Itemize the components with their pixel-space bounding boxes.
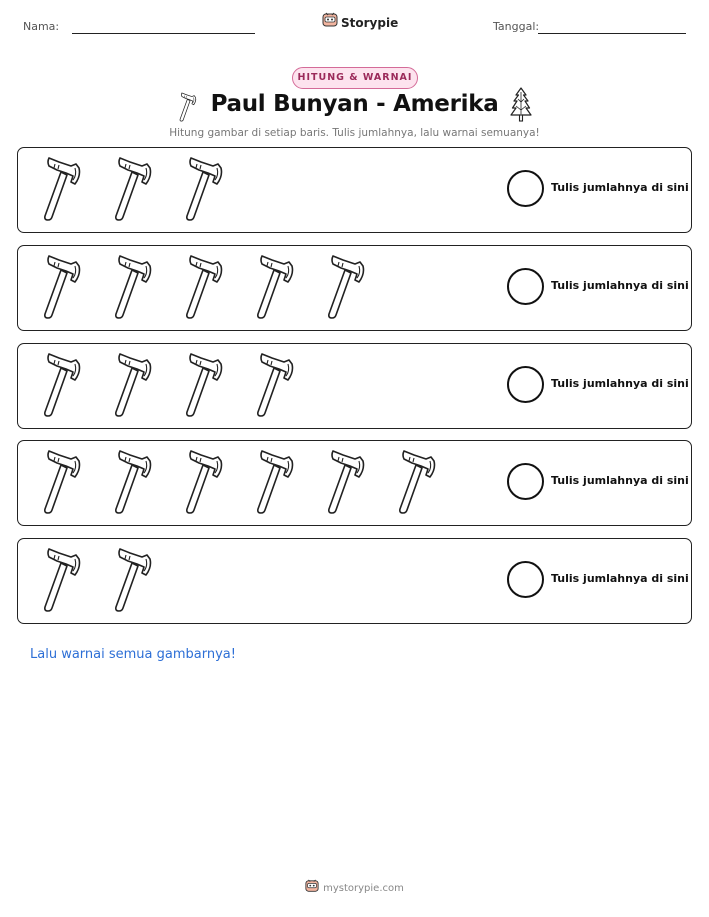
axe-icon[interactable] xyxy=(248,449,294,515)
axe-icon[interactable] xyxy=(390,449,436,515)
answer-label: Tulis jumlahnya di sini xyxy=(551,279,689,292)
date-field[interactable] xyxy=(538,33,686,34)
counting-row xyxy=(17,538,692,624)
storypie-mascot-icon xyxy=(322,12,338,33)
category-badge: HITUNG & WARNAI xyxy=(292,67,418,89)
answer-circle[interactable] xyxy=(507,170,544,207)
axe-icon[interactable] xyxy=(177,156,223,222)
axe-icon[interactable] xyxy=(35,449,81,515)
axe-icon[interactable] xyxy=(106,547,152,613)
answer-label: Tulis jumlahnya di sini xyxy=(551,572,689,585)
worksheet-header xyxy=(0,0,709,50)
answer-circle[interactable] xyxy=(507,268,544,305)
axe-icon[interactable] xyxy=(248,254,294,320)
counting-row xyxy=(17,147,692,233)
axe-icon[interactable] xyxy=(106,352,152,418)
name-field[interactable] xyxy=(72,33,255,34)
answer-label: Tulis jumlahnya di sini xyxy=(551,181,689,194)
axe-icon[interactable] xyxy=(106,254,152,320)
brand-logo xyxy=(322,12,398,33)
storypie-mascot-icon xyxy=(305,879,319,898)
page-title: Paul Bunyan - Amerika xyxy=(210,91,499,117)
site-footer xyxy=(0,879,709,898)
answer-circle[interactable] xyxy=(507,366,544,403)
answer-label: Tulis jumlahnya di sini xyxy=(551,377,689,390)
counting-row xyxy=(17,343,692,429)
axe-icon[interactable] xyxy=(35,156,81,222)
pine-tree-icon xyxy=(510,87,532,128)
answer-circle[interactable] xyxy=(507,561,544,598)
axe-icon[interactable] xyxy=(106,156,152,222)
axe-icon[interactable] xyxy=(35,254,81,320)
axe-icon[interactable] xyxy=(177,254,223,320)
site-url: mystorypie.com xyxy=(323,883,404,894)
axe-icon[interactable] xyxy=(248,352,294,418)
name-label: Nama: xyxy=(23,20,60,33)
axe-icon[interactable] xyxy=(319,254,365,320)
counting-row xyxy=(17,440,692,526)
brand-name: Storypie xyxy=(341,15,399,30)
axe-icon[interactable] xyxy=(35,547,81,613)
counting-row xyxy=(17,245,692,331)
answer-circle[interactable] xyxy=(507,463,544,500)
axe-icon[interactable] xyxy=(106,449,152,515)
date-label: Tanggal: xyxy=(493,20,540,33)
axe-icon[interactable] xyxy=(177,352,223,418)
instructions: Hitung gambar di setiap baris. Tulis jumlahnya, lalu warnai semuanya! xyxy=(169,127,540,139)
axe-icon[interactable] xyxy=(35,352,81,418)
footer-note: Lalu warnai semua gambarnya! xyxy=(30,647,236,662)
axe-icon[interactable] xyxy=(319,449,365,515)
axe-icon[interactable] xyxy=(177,449,223,515)
answer-label: Tulis jumlahnya di sini xyxy=(551,474,689,487)
